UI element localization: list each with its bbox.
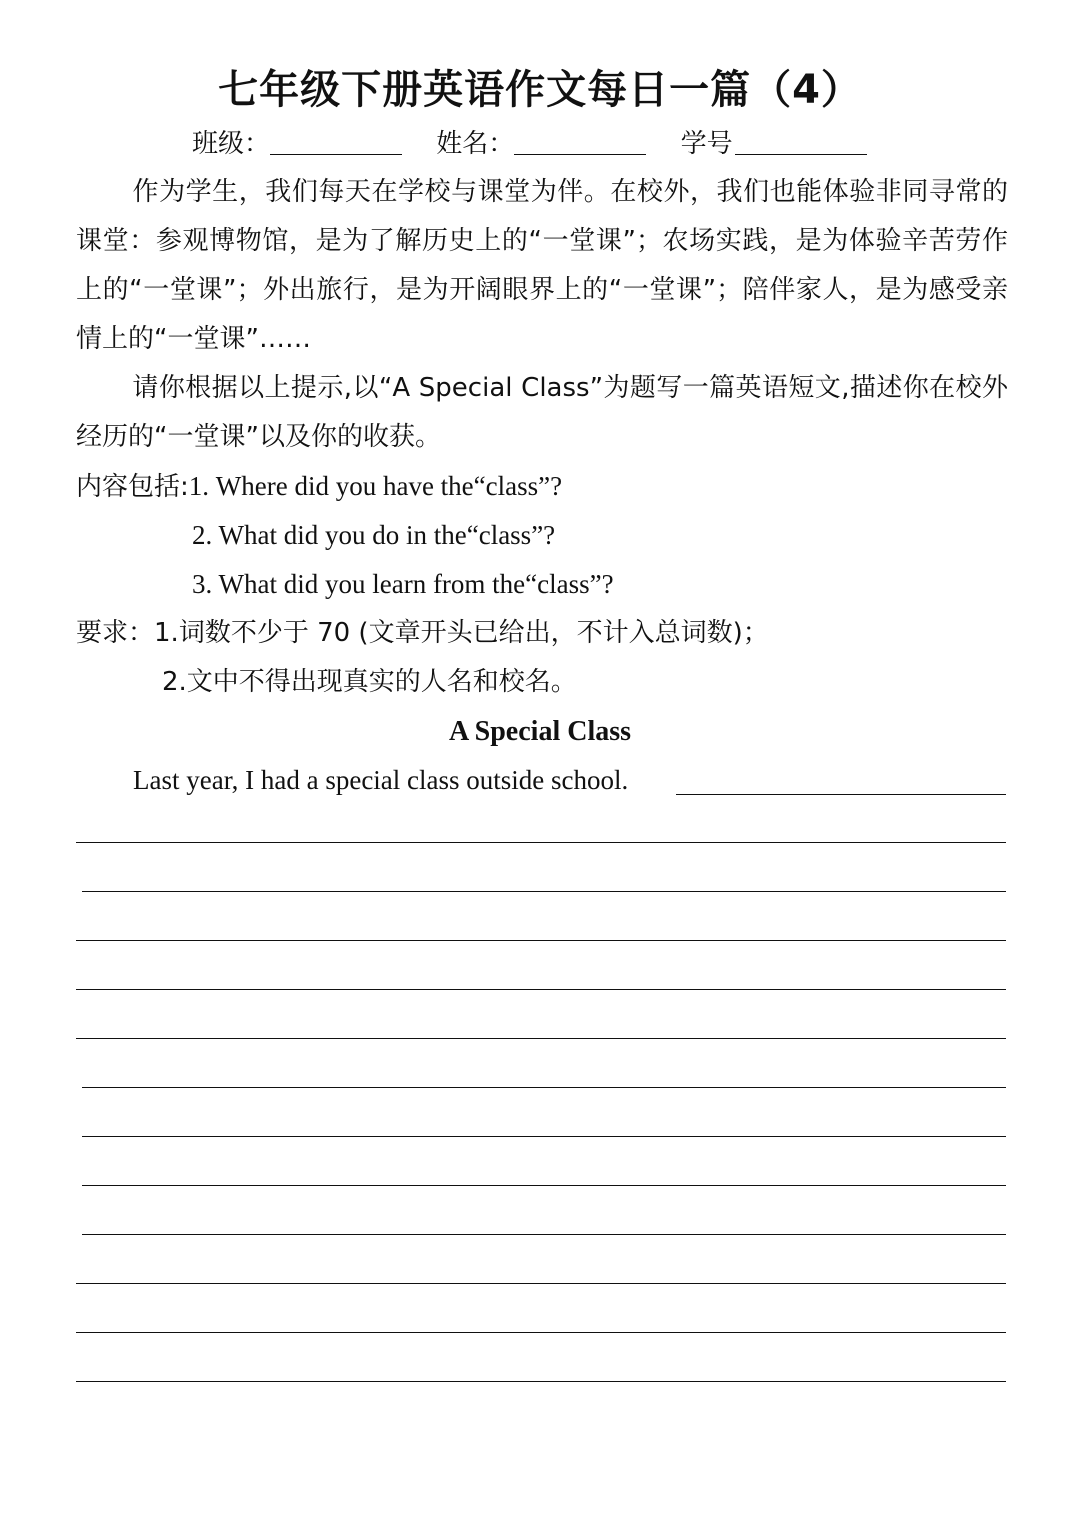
requirements-label: 要求：	[76, 618, 155, 648]
writing-line[interactable]	[76, 989, 1006, 990]
class-blank[interactable]	[270, 124, 402, 155]
content-item-1-text: 1. Where did you have the“class”?	[188, 471, 563, 501]
page-title: 七年级下册英语作文每日一篇（4）	[218, 67, 862, 113]
essay-opening-sentence: Last year, I had a special class outside school.	[133, 765, 629, 795]
content-label: 内容包括:	[76, 472, 189, 502]
essay-title: A Special Class	[448, 716, 632, 747]
requirement-item-2: 2.文中不得出现真实的人名和校名。	[162, 667, 577, 697]
writing-line[interactable]	[76, 940, 1006, 941]
writing-line[interactable]	[82, 1234, 1006, 1235]
name-label: 姓名：	[436, 129, 515, 159]
writing-line[interactable]	[76, 842, 1006, 843]
student-number-blank[interactable]	[735, 124, 867, 155]
content-item-1	[76, 462, 562, 512]
writing-line[interactable]	[676, 794, 1006, 795]
requirement-item-1	[76, 609, 769, 658]
content-item-3: 3. What did you learn from the“class”?	[192, 569, 614, 599]
writing-line[interactable]	[82, 891, 1006, 892]
writing-line[interactable]	[76, 1283, 1006, 1284]
prompt-paragraph-1-text: 作为学生，我们每天在学校与课堂为伴。在校外，我们也能体验非同寻常的课堂：参观博物馆，是为了解历史上的“一堂课”；农场实践，是为体验辛苦劳作上的“一堂课”；外出旅行，是为开阔眼界上的“一堂课”；陪伴家人，是为感受亲情上的“一堂课”……	[76, 177, 1008, 354]
writing-line[interactable]	[76, 1038, 1006, 1039]
writing-line[interactable]	[76, 1381, 1006, 1382]
writing-line[interactable]	[82, 1136, 1006, 1137]
writing-line[interactable]	[82, 1185, 1006, 1186]
writing-line[interactable]	[82, 1087, 1006, 1088]
writing-line[interactable]	[76, 1332, 1006, 1333]
name-blank[interactable]	[514, 124, 646, 155]
student-number-label: 学号	[680, 129, 733, 159]
prompt-paragraph-1	[76, 168, 1008, 364]
prompt-paragraph-2-text: 请你根据以上提示,以“A Special Class”为题写一篇英语短文,描述你在校外经历的“一堂课”以及你的收获。	[76, 373, 1008, 452]
requirement-item-1-text: 1.词数不少于 70 (文章开头已给出，不计入总词数)；	[154, 618, 769, 648]
prompt-paragraph-2	[76, 364, 1008, 462]
content-item-2: 2. What did you do in the“class”?	[192, 520, 556, 550]
class-label: 班级：	[192, 129, 271, 159]
student-info-row	[192, 124, 893, 164]
